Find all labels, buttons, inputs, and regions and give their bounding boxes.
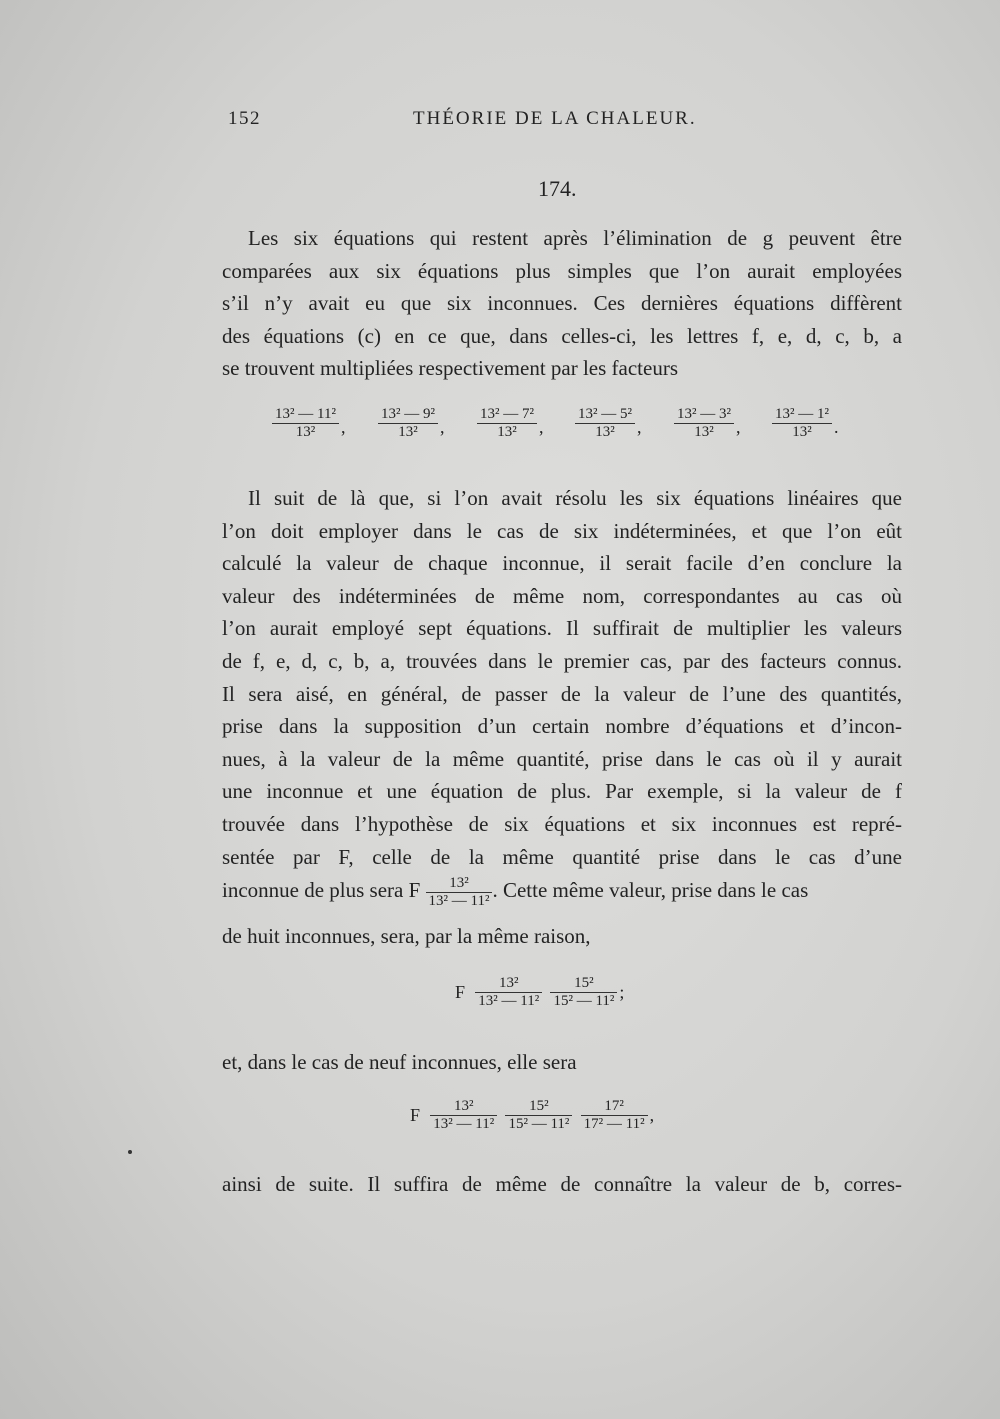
page-header	[228, 108, 888, 138]
separator: ,	[539, 416, 544, 437]
text-line: sentée par F, celle de la même quantité prise dans le cas d’une	[222, 844, 902, 869]
factor-numerator: 13² — 3²	[674, 406, 734, 424]
factor-denominator: 13²	[792, 424, 812, 440]
factor-denominator: 13²	[398, 424, 418, 440]
running-title: THÉORIE DE LA CHALEUR.	[413, 108, 697, 129]
page-number: 152	[228, 108, 261, 129]
inline-equation-line	[222, 870, 902, 910]
factor-numerator: 13² — 11²	[272, 406, 339, 424]
text-line: Les six équations qui restent après l’élimination de g peuvent être	[248, 226, 902, 250]
text-line: l’on aurait employé sept équations. Il suffirait de multiplier les valeurs	[222, 616, 902, 641]
equation-2	[410, 1098, 654, 1133]
equation-fraction	[550, 975, 617, 1010]
factor-denominator: 13²	[497, 424, 517, 440]
fraction-denominator: 17² — 11²	[583, 1116, 645, 1132]
fraction-numerator: 13²	[475, 975, 542, 993]
equation-1	[455, 975, 624, 1010]
inline-fraction	[426, 875, 493, 910]
fraction-numerator: 13²	[426, 875, 493, 893]
text-line: comparées aux six équations plus simples que l’on aurait employées	[222, 258, 902, 283]
factor-4	[575, 406, 642, 441]
factor-3	[477, 406, 544, 441]
equation-punctuation: ;	[619, 982, 625, 1002]
inline-text-after: . Cette même valeur, prise dans le cas	[492, 878, 809, 902]
factor-numerator: 13² — 1²	[772, 406, 832, 424]
text-line: de f, e, d, c, b, a, trouvées dans le premier cas, par des facteurs connus.	[222, 648, 902, 673]
equation-variable: F	[410, 1105, 421, 1125]
ink-speck	[128, 1150, 132, 1154]
factor-denominator: 13²	[295, 424, 316, 440]
fraction-numerator: 15²	[550, 975, 617, 993]
paragraph-2	[222, 482, 902, 873]
equation-variable: F	[455, 982, 466, 1002]
equation-fraction	[430, 1098, 497, 1133]
fraction-denominator: 13² — 11²	[433, 1116, 495, 1132]
paragraph-1	[222, 222, 902, 385]
factor-2	[378, 406, 445, 441]
text-line: valeur des indéterminées de même nom, correspondantes au cas où	[222, 583, 902, 608]
separator: ,	[736, 416, 741, 437]
separator: ,	[340, 416, 346, 437]
text-line: Il suit de là que, si l’on avait résolu les six équations linéaires que	[248, 486, 902, 510]
factor-6	[772, 406, 839, 441]
separator: ,	[637, 416, 642, 437]
text-line: prise dans la supposition d’un certain nombre d’équations et d’incon-	[222, 714, 902, 739]
equation-fraction	[475, 975, 542, 1010]
separator: ,	[440, 416, 445, 437]
text-line: des équations (c) en ce que, dans celles-ci, les lettres f, e, d, c, b, a	[222, 323, 902, 348]
text-line: se trouvent multipliées respectivement par les facteurs	[222, 356, 679, 381]
text-line: s’il n’y avait eu que six inconnues. Ces dernières équations diffèrent	[222, 291, 902, 316]
equation-fraction	[505, 1098, 572, 1133]
text-line: calculé la valeur de chaque inconnue, il serait facile d’en conclure la	[222, 551, 902, 576]
fraction-numerator: 17²	[581, 1098, 648, 1116]
text-line: l’on doit employer dans le cas de six indéterminées, et que l’on eût	[222, 518, 902, 543]
fraction-numerator: 15²	[505, 1098, 572, 1116]
text-line: Il sera aisé, en général, de passer de la valeur de l’une des quantités,	[222, 681, 902, 706]
text-line: nues, à la valeur de la même quantité, prise dans le cas où il y aurait	[222, 746, 902, 771]
factor-numerator: 13² — 9²	[378, 406, 438, 424]
text-line: une inconnue et une équation de plus. Par exemple, si la valeur de f	[222, 779, 902, 804]
equation-fraction	[581, 1098, 648, 1133]
section-number: 174.	[538, 176, 577, 201]
text-line: trouvée dans l’hypothèse de six équations et six inconnues est repré-	[222, 811, 902, 836]
factor-numerator: 13² — 5²	[575, 406, 635, 424]
text-line: ainsi de suite. Il suffira de même de connaître la valeur de b, corres-	[222, 1172, 902, 1196]
equation-punctuation: ,	[649, 1105, 655, 1125]
text-line: de huit inconnues, sera, par la même raison,	[222, 924, 591, 948]
fraction-denominator: 15² — 11²	[508, 1116, 570, 1132]
text-line: et, dans le cas de neuf inconnues, elle sera	[222, 1050, 577, 1074]
fraction-denominator: 13² — 11²	[428, 892, 490, 909]
factor-list	[272, 406, 872, 456]
factor-denominator: 13²	[595, 424, 615, 440]
fraction-denominator: 13² — 11²	[478, 993, 540, 1009]
fraction-numerator: 13²	[430, 1098, 497, 1116]
fraction-denominator: 15² — 11²	[553, 993, 615, 1009]
text-line-huit	[222, 920, 902, 953]
text-line-neuf	[222, 1046, 902, 1079]
factor-5	[674, 406, 741, 441]
factor-1	[272, 406, 345, 441]
factor-numerator: 13² — 7²	[477, 406, 537, 424]
last-line	[222, 1168, 902, 1201]
separator: .	[834, 416, 839, 437]
factor-denominator: 13²	[694, 424, 714, 440]
inline-text-before: inconnue de plus sera F	[222, 878, 421, 902]
